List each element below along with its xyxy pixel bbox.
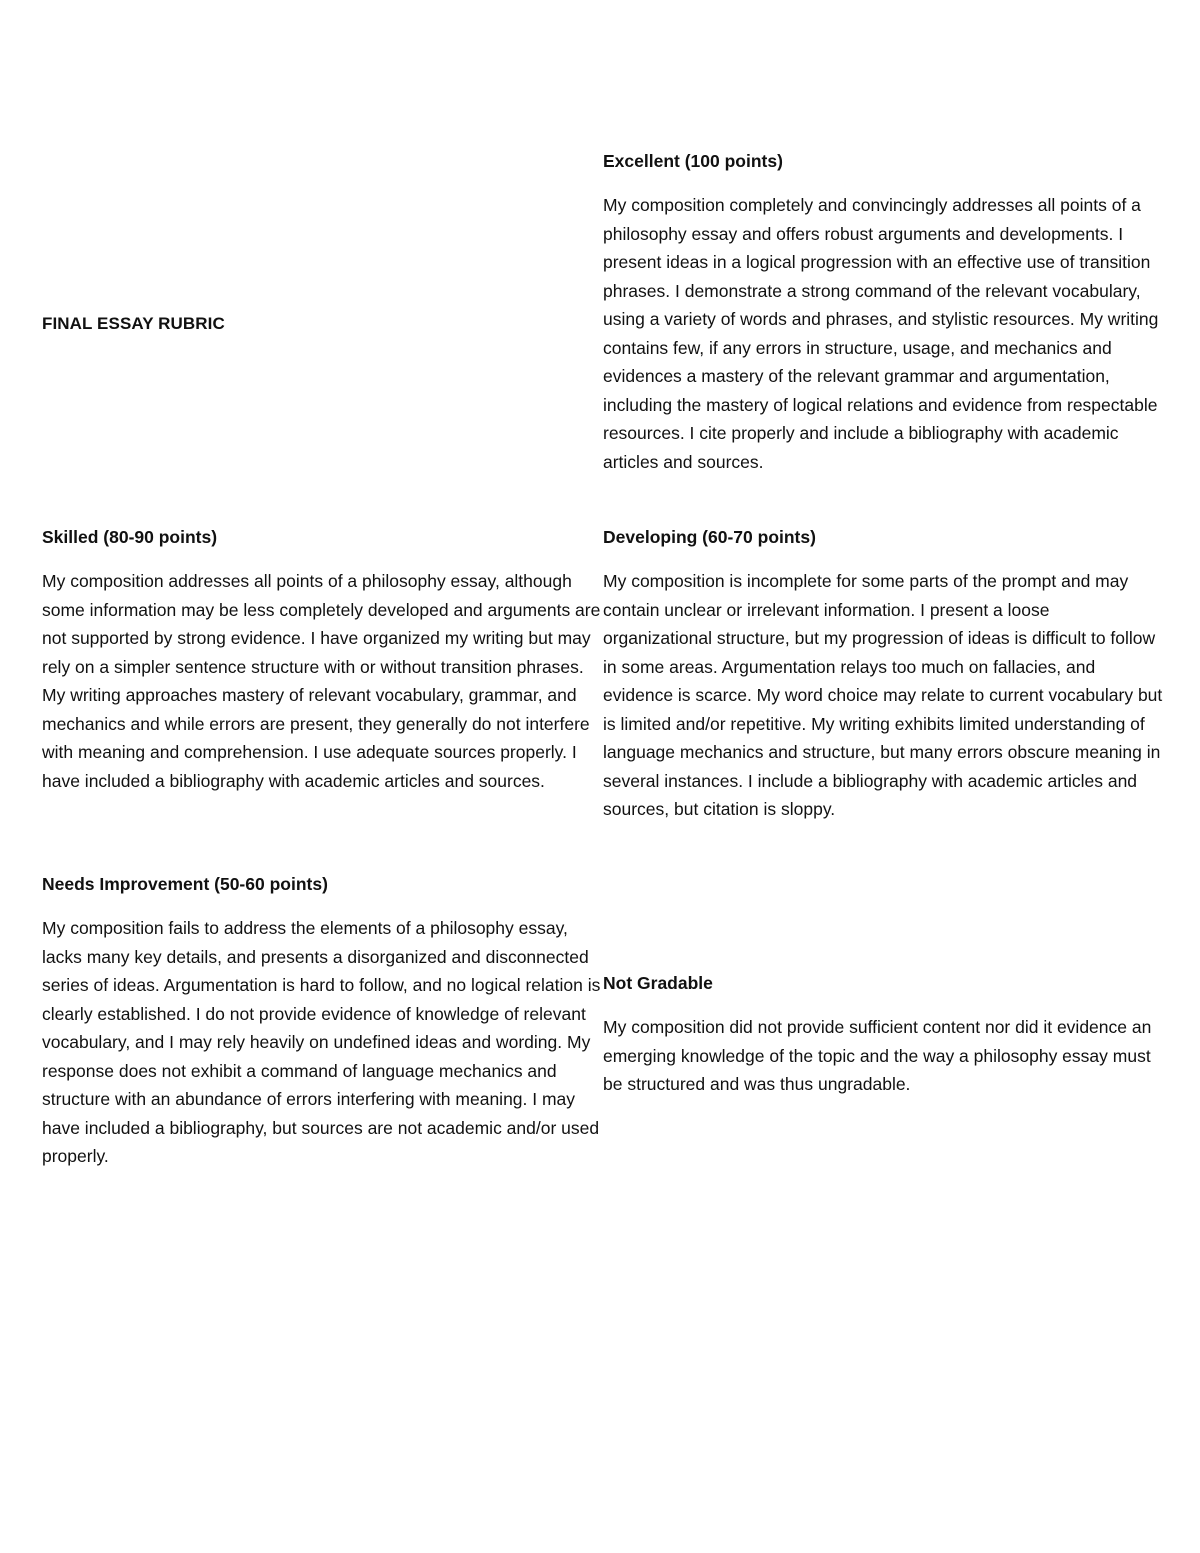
rubric-level-skilled [42, 525, 602, 795]
rubric-level-developing [603, 525, 1163, 824]
rubric-level-heading: Excellent (100 points) [603, 151, 783, 171]
rubric-level-needs-improvement [42, 872, 602, 1171]
rubric-level-heading: Needs Improvement (50-60 points) [42, 874, 328, 894]
rubric-level-heading: Skilled (80-90 points) [42, 527, 218, 547]
document-title: FINAL ESSAY RUBRIC [42, 314, 225, 333]
rubric-level-description: My composition completely and convincingly addresses all points of a philosophy essay and offers robust arguments and developments. I present ideas in a logical progression with an effective use of transition phrases. I demonstrate a strong command of the relevant vocabulary, using a variety of words and phrases, and stylistic resources. My writing contains few, if any errors in structure, usage, and mechanics and evidences a mastery of the relevant grammar and argumentation, including the mastery of logical relations and evidence from respectable resources. I cite properly and include a bibliography with academic articles and sources. [603, 195, 1159, 472]
rubric-level-heading: Developing (60-70 points) [603, 527, 816, 547]
rubric-level-description: My composition addresses all points of a philosophy essay, although some information may be less completely developed and arguments are not supported by strong evidence. I have organized my writing but may rely on a simpler sentence structure with or without transition phrases. My writing approaches mastery of relevant vocabulary, grammar, and mechanics and while errors are present, they generally do not interfere with meaning and comprehension. I use adequate sources properly. I have included a bibliography with academic articles and sources. [42, 571, 601, 791]
rubric-level-excellent [603, 149, 1173, 476]
rubric-level-not-gradable [603, 971, 1173, 1099]
rubric-level-description: My composition did not provide sufficient content nor did it evidence an emerging knowledge of the topic and the way a philosophy essay must be structured and was thus ungradable. [603, 1017, 1152, 1094]
rubric-level-description: My composition fails to address the elements of a philosophy essay, lacks many key details, and presents a disorganized and disconnected series of ideas. Argumentation is hard to follow, and no logical relation is clearly established. I do not provide evidence of knowledge of relevant vocabulary, and I may rely heavily on undefined ideas and wording. My response does not exhibit a command of language mechanics and structure with an abundance of errors interfering with meaning. I may have included a bibliography, but sources are not academic and/or used properly. [42, 918, 601, 1166]
rubric-level-description: My composition is incomplete for some parts of the prompt and may contain unclear or irrelevant information. I present a loose organizational structure, but my progression of ideas is difficult to follow in some areas. Argumentation relays too much on fallacies, and evidence is scarce. My word choice may relate to current vocabulary but is limited and/or repetitive. My writing exhibits limited understanding of language mechanics and structure, but many errors obscure meaning in several instances. I include a bibliography with academic articles and sources, but citation is sloppy. [603, 571, 1163, 819]
rubric-level-heading: Not Gradable [603, 973, 713, 993]
